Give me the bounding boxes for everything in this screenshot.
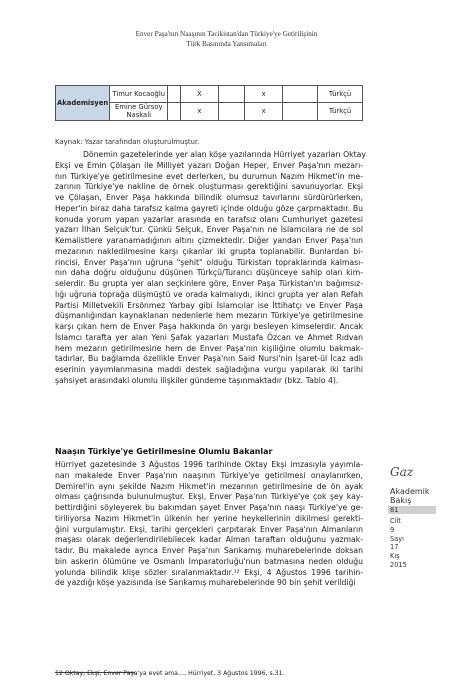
text-line: de yazdığı köşe yazısında ise Sarıkamış muharebelerinde 90 bin şehit verildiği xyxy=(55,578,356,588)
body-paragraph-2 xyxy=(55,460,363,589)
text-line: düşmanlığından kaynaklanan nedenlerle hem mezarın Türkiye'ye getirilmesine xyxy=(55,311,363,321)
text-line: ğini vurgulamıştır. Ekşi, tarihi gerçekleri çarpıtarak Enver Paşa'nın Almanların xyxy=(55,524,363,534)
text-line: rincisi, Enver Paşa'nın uğruna "şehit" olduğu Türkistan topraklarında kalması- xyxy=(55,257,363,267)
running-header-line1: Enver Paşa'nın Naaşının Tacikistan'dan Türkiye'ye Getirilişinin xyxy=(135,30,318,38)
author-classification-table xyxy=(55,85,363,121)
text-line: eserinin yayımlanmasına maddi destek sağladığına vurgu yapılarak iki tarihi xyxy=(55,365,363,374)
text-line: Kemalistlere yaranamadığının altını çizmektedir. Diğer yandan Enver Paşa'nın xyxy=(55,236,363,245)
journal-name-line2: Bakış xyxy=(390,496,412,505)
page-number: 81 xyxy=(388,506,436,514)
text-line: nın Türkiye'ye getirilmesine evet derlerken, bu durumun Nazım Hikmet'in me- xyxy=(55,171,363,181)
volume-issue: Cilt 9 Sayı 17 xyxy=(390,517,404,552)
table-cell: Türkçü xyxy=(318,86,363,103)
text-line: Demirel'in aynı şekilde Nazım Hikmet'in mezarının getirilmesine de ön ayak xyxy=(55,481,363,491)
text-line: Hürriyet gazetesinde 3 Ağustos 1996 tarihinde Oktay Ekşi imzasıyla yayımla- xyxy=(55,460,363,469)
table-cell xyxy=(218,86,244,103)
text-line: Partisi Milletvekili Ersönmez Yarbay gibi İslamcılar ise İttihatçı ve Enver Paşa xyxy=(55,300,363,310)
journal-logo: Gaz xyxy=(390,465,414,479)
text-line: şahsiyet arasındaki olumlu ilişkiler gündeme taşınmaktadır (bkz. Tablo 4). xyxy=(55,375,339,385)
text-line: karşı çıkan hem de Enver Paşa hakkında ön yargı besleyen kimselerdir. Ancak xyxy=(55,322,363,331)
text-line: tadırlar. Bu bağlamda özellikle Enver Paşa'nın Said Nursi'nin İşaret-ül İcaz adlı xyxy=(55,354,363,364)
table-cell xyxy=(168,86,180,103)
text-line: İslamcı tarafta yer alan Yeni Şafak yazarları Mustafa Özcan ve Ahmet Rıdvan xyxy=(55,332,363,342)
table-cell xyxy=(283,103,318,121)
volume-info xyxy=(390,517,407,570)
table-cell: X xyxy=(180,86,218,103)
text-line: Ekşi ve Emin Çölaşan ile Milliyet yazarı Doğan Heper, Enver Paşa'nın mezarı- xyxy=(55,160,363,170)
table-cell: x xyxy=(245,103,283,121)
table-row xyxy=(56,86,363,103)
season-year: Kış 2015 xyxy=(390,552,407,569)
table-cell: Türkçü xyxy=(318,103,363,121)
text-line: hem mezarın getirilmesine hem de Enver Paşa'nın kişiliğine olumlu bakmak- xyxy=(55,343,363,353)
text-line: lığı uğruna toprağa düşmüştü ve orada kalmalıydı, ikinci grupta yer alan Refah xyxy=(55,289,363,299)
section-heading: Naaşın Türkiye'ye Getirilmesine Olumlu Bakanlar xyxy=(55,447,273,456)
text-line: tadır. Bu makalede ayrıca Enver Paşa'nın Sarıkamış muharebelerinde doksan xyxy=(55,546,363,555)
text-line: selerdir. Bu grupta yer alan seçkinlere göre, Enver Paşa Türkistan'ın bağımsız- xyxy=(55,279,363,288)
table-cell xyxy=(218,103,244,121)
text-line: maşası olarak değerlendirilebilecek kadar Alman taraftarı olduğunu yazmak- xyxy=(55,535,363,545)
text-line: nan makalede Enver Paşa'nın naaşının Türkiye'ye getirilmesi onaylanırken, xyxy=(55,470,363,480)
text-line: ve Çölaşan, Enver Paşa hakkında bilindik olumsuz tavırlarını sürdürürlerken, xyxy=(55,193,363,202)
text-line: Heper'in biraz daha tarafsız kalma gayreti içinde olduğu göze çarpmaktadır. Bu xyxy=(55,203,363,213)
text-line: olması çağrısında bulunulmuştur. Ekşi, Enver Paşa'nın Türkiye'ye çok şey kay- xyxy=(55,492,363,502)
text-line: yolunda bilindik klişe sözler sıralanmaktadır.¹² Ekşi, 4 Ağustos 1996 tarihin- xyxy=(55,567,363,577)
text-line: bettirdiğini söyleyerek bu bakımdan şayet Enver Paşa'nın naaşı Türkiye'ye ge- xyxy=(55,503,363,512)
table-cell-name: Timur Kocaoğlu xyxy=(110,86,168,103)
journal-name-line1: Akademik xyxy=(390,487,430,496)
table-source-note: Kaynak: Yazar tarafından oluşturulmuştur. xyxy=(55,138,200,146)
table-cell xyxy=(283,86,318,103)
text-line: yazarı İlhan Selçuk'tur. Çünkü Selçuk, Enver Paşa'nın ne İslamcılara ne de sol xyxy=(55,225,363,235)
table-cell-name: Emine Gürsoy Naskali xyxy=(110,103,168,121)
text-line: Dönemin gazetelerinde yer alan köşe yazılarında Hürriyet yazarları Oktay xyxy=(83,150,366,159)
table-cell: x xyxy=(245,86,283,103)
table-cell: x xyxy=(180,103,218,121)
body-paragraph-1 xyxy=(55,150,366,387)
text-line: mezarının nakledilmesine karşı çıkanlar iki grupta toplanabilir. Bunlardan bi- xyxy=(55,246,363,256)
running-header xyxy=(0,29,453,49)
text-line: bin askerin ölümüne ve Osmanlı İmparatorluğu'nun batmasına neden olduğu xyxy=(55,556,363,566)
text-line: tiriliyorsa Nazım Hikmet'in ülkenin her yerine heykellerinin dikilmesi gerekti- xyxy=(55,513,363,523)
table-cell xyxy=(168,103,180,121)
table-role-cell: Akademisyen xyxy=(56,86,110,121)
text-line: nın daha doğru olduğunu düşünen Türkçü/Turancı düşünceye sahip olan kim- xyxy=(55,268,363,278)
text-line: konuda yorum yapan yazarlar arasında en tarafsız olanı Cumhuriyet gazetesi xyxy=(55,214,363,224)
footnote: 12 Oktay, Ekşi, Enver Paşa'ya evet ama…, Hürriyet, 3 Ağustos 1996, s.31. xyxy=(55,670,285,677)
text-line: zarının Türkiye'ye nakline de örnek oluşturması gerektiğini savunuyorlar. Ekşi xyxy=(55,182,363,192)
running-header-line2: Türk Basınında Yansımaları xyxy=(186,40,267,48)
